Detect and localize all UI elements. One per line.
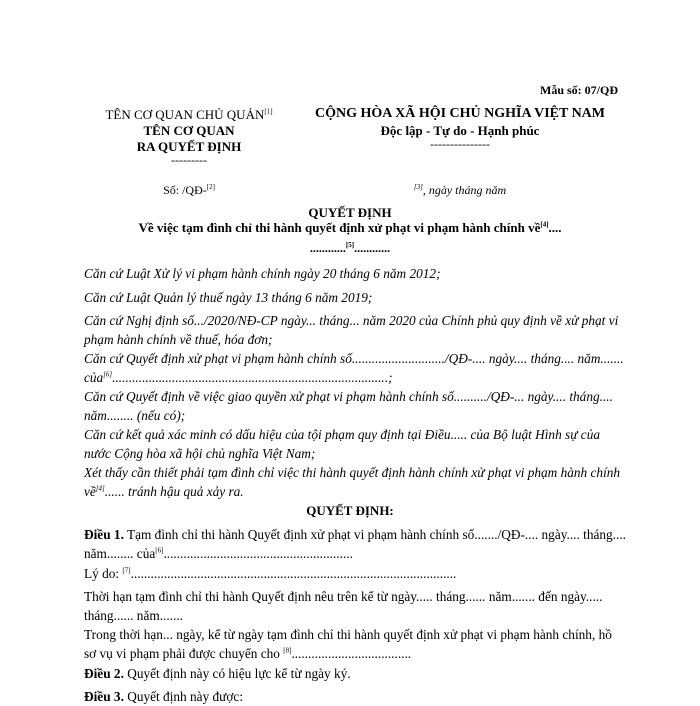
article-1-transfer	[84, 625, 626, 663]
article-1	[84, 525, 626, 563]
form-number: Mẫu số: 07/QĐ	[540, 83, 618, 97]
consideration-text: Xét thấy cần thiết phải tạm đình chỉ việc thi hành quyết định hành chính xử phạt vi phạm hành chính về	[84, 465, 621, 499]
nation-title: CỘNG HÒA XÃ HỘI CHỦ NGHĨA VIỆT NAM	[314, 106, 605, 121]
reason-label: Lý do:	[84, 566, 123, 581]
agency-name: TÊN CƠ QUAN	[143, 123, 235, 138]
basis-law-tax: Căn cứ Luật Quản lý thuế ngày 13 tháng 6 năm 2019;	[84, 290, 373, 305]
basis-penalty-decision	[84, 349, 626, 387]
agency-parent-text: TÊN CƠ QUAN CHỦ QUẢN	[105, 107, 265, 122]
article-1-reason	[84, 564, 626, 583]
note-ref: [2]	[206, 183, 215, 191]
note-ref: [7]	[122, 566, 131, 575]
article-3-label: Điều 3.	[84, 689, 124, 704]
note-ref: [3]	[413, 183, 423, 191]
note-ref: [8]	[283, 646, 292, 655]
date-text: , ngày tháng năm	[422, 183, 507, 197]
basis-penalty-text: Căn cứ Quyết định xử phạt vi phạm hành chính số............................/QĐ-.... ngày.... tháng.... năm....... của	[84, 351, 624, 385]
right-divider: ---------------	[430, 137, 490, 151]
decision-heading: QUYẾT ĐỊNH:	[306, 503, 394, 518]
note-ref: [4]	[540, 220, 549, 229]
article-1-label: Điều 1.	[84, 527, 124, 542]
note-ref: [6]	[103, 370, 113, 379]
transfer-dots: ....................................	[291, 646, 412, 661]
agency-parent	[84, 107, 294, 123]
article-3-text: Quyết định này được:	[123, 689, 244, 704]
agency-name-issuer: RA QUYẾT ĐỊNH	[136, 139, 242, 154]
article-3	[84, 687, 626, 706]
document-number-label: Số: /QĐ-	[163, 183, 207, 197]
subject-text: Về việc tạm đình chỉ thi hành quyết định xử phạt vi phạm hành chính về	[138, 220, 541, 235]
nation-motto: Độc lập - Tự do - Hạnh phúc	[380, 123, 540, 138]
note-ref: [4]	[95, 484, 105, 493]
basis-decree: Căn cứ Nghị định số.../2020/NĐ-CP ngày... tháng... năm 2020 của Chính phủ quy định về xử phạt vi phạm hành chính về thuế, hóa đơn;	[84, 313, 619, 347]
document-subject	[0, 220, 700, 236]
article-2-text: Quyết định này có hiệu lực kể từ ngày ký.	[123, 666, 351, 681]
article-2	[84, 664, 626, 683]
subject-dots: ....	[548, 220, 562, 235]
note-ref: [5]	[345, 241, 355, 249]
basis-consideration	[84, 463, 626, 501]
basis-penalty-dots: ...................................................................................;	[112, 370, 393, 385]
article-1-text: Tạm đình chỉ thi hành Quyết định xử phạt vi phạm hành chính số......./QĐ-.... ngày.... tháng.... năm........ của	[84, 527, 626, 561]
left-divider: ---------	[171, 153, 207, 167]
consideration-end: ...... tránh hậu quả xảy ra.	[104, 484, 244, 499]
document-title: QUYẾT ĐỊNH	[308, 205, 392, 220]
date-line	[290, 183, 630, 198]
authority-dots-a: ............	[309, 241, 346, 255]
transfer-text: Trong thời hạn... ngày, kể từ ngày tạm đình chỉ thi hành quyết định xử phạt vi phạm hành chính, hồ sơ vụ vi phạm phải được chuyển cho	[84, 627, 612, 661]
document-number	[84, 183, 294, 198]
note-ref: [1]	[264, 107, 273, 116]
issuing-authority	[0, 241, 700, 256]
basis-delegation: Căn cứ Quyết định về việc giao quyền xử phạt vi phạm hành chính số........../QĐ-... ngày.... tháng.... năm........ (nếu có);	[84, 389, 613, 423]
note-ref: [6]	[155, 546, 164, 555]
article-2-label: Điều 2.	[84, 666, 124, 681]
reason-dots: ..................................................................................................	[130, 566, 457, 581]
article-1-dots: .........................................................	[163, 546, 353, 561]
authority-dots-b: ............	[354, 241, 391, 255]
basis-law-administrative: Căn cứ Luật Xử lý vi phạm hành chính ngày 20 tháng 6 năm 2012;	[84, 266, 441, 281]
basis-verification: Căn cứ kết quả xác minh có dấu hiệu của tội phạm quy định tại Điều..... của Bộ luật Hình sự của nước Cộng hòa xã hội chủ nghĩa Việt Nam;	[84, 427, 601, 461]
article-1-term: Thời hạn tạm đình chỉ thi hành Quyết định nêu trên kể từ ngày..... tháng...... năm....... đến ngày..... tháng...... năm.......	[84, 589, 603, 623]
